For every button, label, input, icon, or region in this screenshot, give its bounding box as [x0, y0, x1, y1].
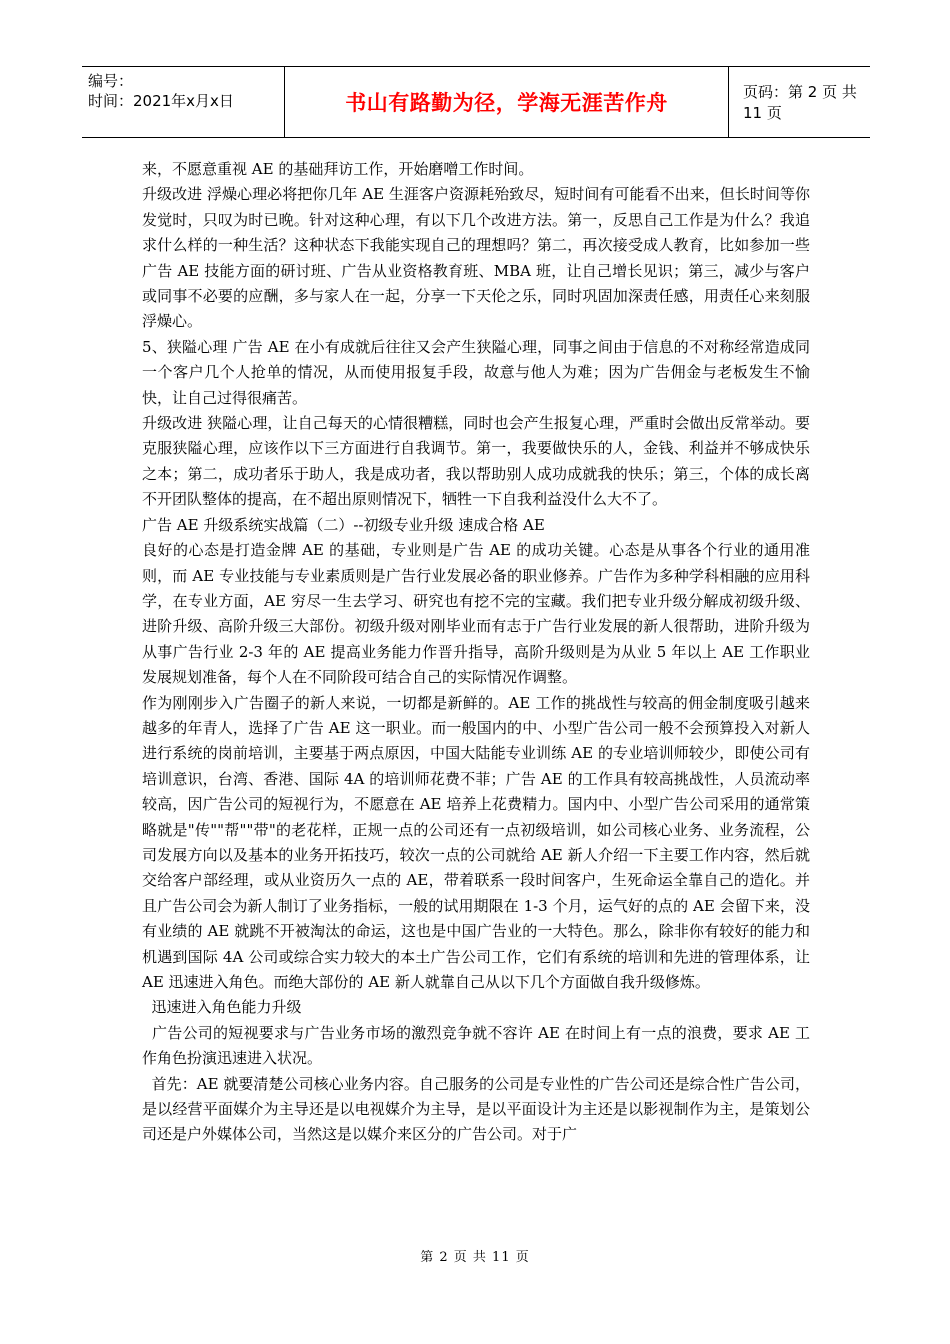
document-body [142, 157, 810, 1148]
paragraph: 升级改进 狭隘心理，让自己每天的心情很糟糕，同时也会产生报复心理，严重时会做出反常举动。要克服狭隘心理，应该作以下三方面进行自我调节。第一，我要做快乐的人，金钱、利益并不够成快乐之本；第二，成功者乐于助人，我是成功者，我以帮助别人成功成就我的快乐；第三，个体的成长离不开团队整体的提高，在不超出原则情况下，牺牲一下自我利益没什么大不了。 [142, 414, 810, 509]
section-heading: 广告 AE 升级系统实战篇（二）--初级专业升级 速成合格 AE [142, 515, 545, 534]
document-date: 时间：2021年x月x日 [88, 92, 234, 110]
paragraph: 作为刚刚步入广告圈子的新人来说，一切都是新鲜的。AE 工作的挑战性与较高的佣金制度吸引越来越多的年青人，选择了广告 AE 这一职业。而一般国内的中、小型广告公司一般不会预算投入对新人进行系统的岗前培训，主要基于两点原因，中国大陆能专业训练 AE 的专业培训师较少，即使公司有培训意识，台湾、香港、国际 4A 的培训师花费不菲；广告 AE 的工作具有较高挑战性，人员流动率较高，因广告公司的短视行为，不愿意在 AE 培养上花费精力。国内中、小型广告公司采用的通常策略就是"传""帮""带"的老花样，正规一点的公司还有一点初级培训，如公司核心业务、业务流程，公司发展方向以及基本的业务开拓技巧，较次一点的公司就给 AE 新人介绍一下主要工作内容，然后就交给客户部经理，或从业资历久一点的 AE，带着联系一段时间客户，生死命运全靠自己的造化。并且广告公司会为新人制订了业务指标，一般的试用期限在 1-3 个月，运气好的点的 AE 会留下来，没有业绩的 AE 就跳不开被淘汰的命运，这也是中国广告业的一大特色。那么，除非你有较好的能力和机遇到国际 4A 公司或综合实力较大的本土广告公司工作，它们有系统的培训和先进的管理体系，让 AE 迅速进入角色。而绝大部份的 AE 新人就靠自己从以下几个方面做自我升级修炼。 [142, 693, 810, 991]
header-motto-cell [284, 67, 729, 137]
paragraph: 首先：AE 就要清楚公司核心业务内容。自己服务的公司是专业性的广告公司还是综合性广告公司，是以经营平面媒介为主导还是以电视媒介为主导，是以平面设计为主还是以影视制作为主，是策划公司还是户外媒体公司，当然这是以媒介来区分的广告公司。对于广 [142, 1074, 810, 1144]
page-footer: 第 2 页 共 11 页 [420, 1250, 530, 1265]
paragraph: 升级改进 浮燥心理必将把你几年 AE 生涯客户资源耗殆致尽，短时间有可能看不出来，但长时间等你发觉时，只叹为时已晚。针对这种心理，有以下几个改进方法。第一，反思自己工作是为什么？我追求什么样的一种生活？这种状态下我能实现自己的理想吗？第二，再次接受成人教育，比如参加一些广告 AE 技能方面的研讨班、广告从业资格教育班、MBA 班，让自己增长见识；第三，减少与客户或同事不必要的应酬，多与家人在一起，分享一下天伦之乐，同时巩固加深责任感，用责任心来刻服浮燥心。 [142, 185, 810, 331]
paragraph: 良好的心态是打造金牌 AE 的基础，专业则是广告 AE 的成功关键。心态是从事各个行业的通用准则，而 AE 专业技能与专业素质则是广告行业发展必备的职业修养。广告作为多种学科相融的应用科学，在专业方面，AE 穷尽一生去学习、研究也有挖不完的宝藏。我们把专业升级分解成初级升级、进阶升级、高阶升级三大部份。初级升级对刚毕业而有志于广告行业发展的新人很帮助，进阶升级为从事广告行业 2-3 年的 AE 提高业务能力作晋升指导，高阶升级则是为从业 5 年以上 AE 工作职业发展规划准备，每个人在不同阶段可结合自己的实际情况作调整。 [142, 541, 810, 687]
subsection-heading: 迅速进入角色能力升级 [142, 998, 302, 1017]
header-page-info: 页码：第 2 页 共 11 页 [743, 83, 857, 122]
paragraph: 来，不愿意重视 AE 的基础拜访工作，开始磨噌工作时间。 [142, 160, 534, 178]
page-header [82, 66, 870, 138]
paragraph: 广告公司的短视要求与广告业务市场的激烈竞争就不容许 AE 在时间上有一点的浪费，要求 AE 工作角色扮演迅速进入状况。 [142, 1023, 810, 1068]
header-meta [82, 67, 284, 137]
document-number-label: 编号： [88, 72, 134, 90]
paragraph: 5、狭隘心理 广告 AE 在小有成就后往往又会产生狭隘心理，同事之间由于信息的不对称经常造成同一个客户几个人抢单的情况，从而使用报复手段，故意与他人为难；因为广告佣金与老板发生不愉快，让自己过得很痛苦。 [142, 337, 810, 407]
header-motto: 书山有路勤为径，学海无涯苦作舟 [345, 91, 668, 115]
